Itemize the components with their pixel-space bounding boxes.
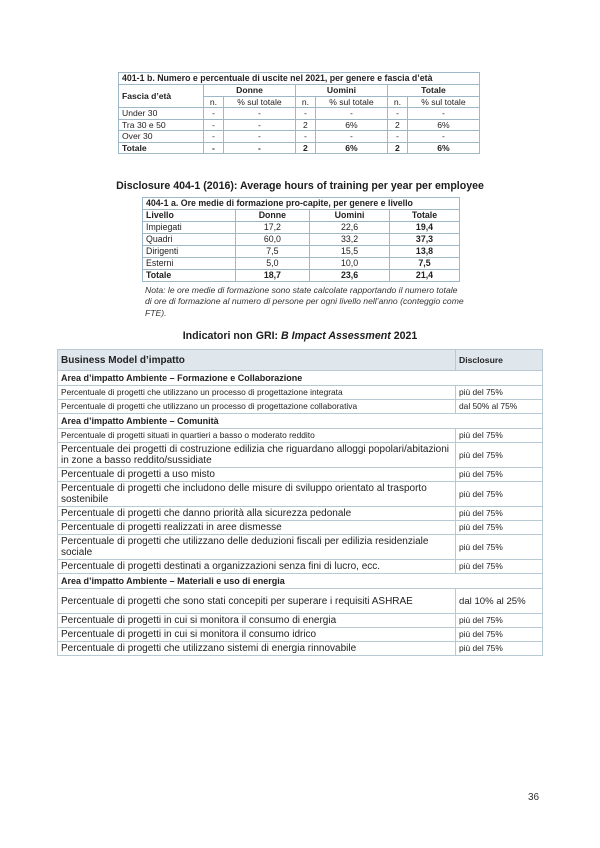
table-row [58, 535, 543, 560]
col-fascia-header: Fascia d’età [119, 85, 204, 108]
cell: 21,4 [389, 270, 459, 282]
cell: 5,0 [235, 258, 310, 270]
table-row [58, 507, 543, 521]
col-header-livello: Livello [143, 210, 236, 222]
cell: - [223, 131, 295, 143]
sub-header-n: n. [387, 96, 407, 108]
row-label: Impiegati [143, 222, 236, 234]
area-title: Area d’impatto Ambiente – Materiali e uso di energia [58, 574, 543, 589]
exits-table [118, 72, 480, 154]
col-header-donne: Donne [235, 210, 310, 222]
cell: 60,0 [235, 234, 310, 246]
row-text: Percentuale di progetti situati in quartieri a basso o moderato reddito [58, 429, 456, 443]
sub-header-n: n. [204, 96, 224, 108]
row-value: più del 75% [456, 560, 543, 574]
row-text: Percentuale di progetti che includono delle misure di sviluppo orientato al trasporto sostenibile [58, 482, 456, 507]
row-value: più del 75% [456, 521, 543, 535]
cell: 19,4 [389, 222, 459, 234]
cell: 15,5 [310, 246, 390, 258]
cell: 2 [295, 142, 315, 154]
table-row-total [143, 270, 460, 282]
table-row [143, 246, 460, 258]
row-value: più del 75% [456, 482, 543, 507]
table-row-total [119, 142, 480, 154]
col-header-totale: Totale [389, 210, 459, 222]
row-value: dal 50% al 75% [456, 400, 543, 414]
table-row [58, 589, 543, 614]
section-heading-bia [0, 330, 600, 342]
row-label: Quadri [143, 234, 236, 246]
cell: 6% [407, 142, 479, 154]
cell: - [295, 131, 315, 143]
group-header-donne: Donne [204, 85, 296, 97]
cell: - [204, 131, 224, 143]
sub-header-pct: % sul totale [407, 96, 479, 108]
cell: 6% [315, 119, 387, 131]
row-value: più del 75% [456, 614, 543, 628]
row-text: Percentuale di progetti realizzati in aree dismesse [58, 521, 456, 535]
row-text: Percentuale di progetti che utilizzano un processo di progettazione integrata [58, 386, 456, 400]
row-text: Percentuale di progetti destinati a organizzazioni senza fini di lucro, ecc. [58, 560, 456, 574]
row-value: più del 75% [456, 468, 543, 482]
sub-header-n: n. [295, 96, 315, 108]
row-text: Percentuale di progetti che sono stati concepiti per superare i requisiti ASHRAE [58, 589, 456, 614]
row-text: Percentuale dei progetti di costruzione edilizia che riguardano alloggi popolari/abitazioni in zone a basso reddito/sussidiate [58, 443, 456, 468]
area-title: Area d’impatto Ambiente – Comunità [58, 414, 543, 429]
row-text: Percentuale di progetti in cui si monitora il consumo di energia [58, 614, 456, 628]
row-value: dal 10% al 25% [456, 589, 543, 614]
row-label: Over 30 [119, 131, 204, 143]
cell: - [223, 142, 295, 154]
section-heading-training: Disclosure 404-1 (2016): Average hours of training per year per employee [116, 180, 484, 192]
cell: - [315, 108, 387, 120]
row-text: Percentuale di progetti che utilizzano un processo di progettazione collaborativa [58, 400, 456, 414]
training-note: Nota: le ore medie di formazione sono state calcolate rapportando il numero totale di ore di formazione al numero di persone per ogni livello nell’anno (conteggio come FTE). [145, 285, 464, 318]
sub-header-pct: % sul totale [223, 96, 295, 108]
table-row [58, 642, 543, 656]
cell: - [204, 142, 224, 154]
table-row [58, 468, 543, 482]
cell: - [223, 119, 295, 131]
row-text: Percentuale di progetti che utilizzano sistemi di energia rinnovabile [58, 642, 456, 656]
cell: 17,2 [235, 222, 310, 234]
table-row [58, 628, 543, 642]
row-text: Percentuale di progetti che utilizzano delle deduzioni fiscali per edilizia residenziale sociale [58, 535, 456, 560]
table-row [119, 119, 480, 131]
area-title: Area d’impatto Ambiente – Formazione e Collaborazione [58, 371, 543, 386]
row-label: Esterni [143, 258, 236, 270]
heading-prefix: Indicatori non GRI: [182, 330, 282, 342]
cell: 23,6 [310, 270, 390, 282]
table-row [58, 560, 543, 574]
col-header-uomini: Uomini [310, 210, 390, 222]
table-row [143, 234, 460, 246]
table-row [58, 400, 543, 414]
row-value: più del 75% [456, 443, 543, 468]
cell: - [223, 108, 295, 120]
sub-header-pct: % sul totale [315, 96, 387, 108]
row-label: Under 30 [119, 108, 204, 120]
cell: 22,6 [310, 222, 390, 234]
cell: - [387, 131, 407, 143]
row-text: Percentuale di progetti in cui si monitora il consumo idrico [58, 628, 456, 642]
row-value: più del 75% [456, 628, 543, 642]
group-header-uomini: Uomini [295, 85, 387, 97]
table-row [58, 482, 543, 507]
cell: - [387, 108, 407, 120]
impact-table-header-disclosure: Disclosure [456, 350, 543, 371]
row-value: più del 75% [456, 535, 543, 560]
row-value: più del 75% [456, 429, 543, 443]
cell: 7,5 [389, 258, 459, 270]
table-row [58, 429, 543, 443]
row-label: Dirigenti [143, 246, 236, 258]
table-row [58, 443, 543, 468]
table-row [119, 131, 480, 143]
cell: 7,5 [235, 246, 310, 258]
training-table [142, 197, 460, 282]
cell: 37,3 [389, 234, 459, 246]
exits-table-caption: 401-1 b. Numero e percentuale di uscite nel 2021, per genere e fascia d’età [119, 73, 480, 85]
table-row [58, 521, 543, 535]
row-value: più del 75% [456, 507, 543, 521]
row-value: più del 75% [456, 642, 543, 656]
cell: 33,2 [310, 234, 390, 246]
row-label: Totale [119, 142, 204, 154]
table-row [58, 386, 543, 400]
group-header-totale: Totale [387, 85, 479, 97]
cell: - [407, 131, 479, 143]
cell: - [315, 131, 387, 143]
table-row [58, 614, 543, 628]
table-row [143, 222, 460, 234]
table-row [119, 108, 480, 120]
heading-suffix: 2021 [390, 330, 418, 342]
impact-table [57, 349, 543, 656]
cell: 2 [295, 119, 315, 131]
cell: 6% [407, 119, 479, 131]
page-number: 36 [528, 792, 540, 803]
cell: 13,8 [389, 246, 459, 258]
cell: - [204, 119, 224, 131]
cell: 2 [387, 142, 407, 154]
row-text: Percentuale di progetti a uso misto [58, 468, 456, 482]
cell: 6% [315, 142, 387, 154]
cell: - [295, 108, 315, 120]
table-row [143, 258, 460, 270]
row-value: più del 75% [456, 386, 543, 400]
heading-italic: B Impact Assessment [281, 330, 391, 342]
row-text: Percentuale di progetti che danno priorità alla sicurezza pedonale [58, 507, 456, 521]
cell: 2 [387, 119, 407, 131]
training-table-caption: 404-1 a. Ore medie di formazione pro-capite, per genere e livello [143, 198, 460, 210]
cell: - [407, 108, 479, 120]
cell: - [204, 108, 224, 120]
cell: 18,7 [235, 270, 310, 282]
cell: 10,0 [310, 258, 390, 270]
row-label: Totale [143, 270, 236, 282]
row-label: Tra 30 e 50 [119, 119, 204, 131]
impact-table-header: Business Model d’impatto [58, 350, 456, 371]
